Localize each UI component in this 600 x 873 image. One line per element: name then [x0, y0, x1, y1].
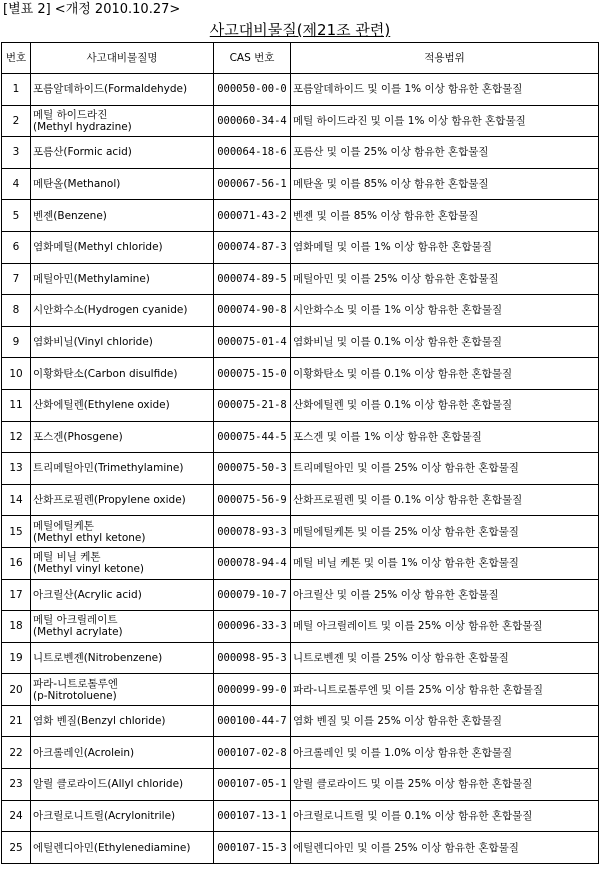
cas-number: 000098-95-3: [214, 642, 291, 674]
row-number: 12: [2, 421, 31, 453]
document-title: 사고대비물질(제21조 관련): [209, 21, 391, 39]
table-row: [2, 769, 599, 801]
substance-name-line: 시안화수소(Hydrogen cyanide): [33, 304, 188, 317]
scope-text: 메틸 비닐 케톤 및 이를 1% 이상 함유한 혼합물질: [291, 547, 599, 579]
row-number: 17: [2, 579, 31, 611]
cas-number: 000075-01-4: [214, 326, 291, 358]
table-row: [2, 389, 599, 421]
scope-text: 포름알데하이드 및 이를 1% 이상 함유한 혼합물질: [291, 74, 599, 106]
substance-name-line: 아크릴산(Acrylic acid): [33, 588, 142, 601]
cas-number: 000075-50-3: [214, 453, 291, 485]
substance-name-line: 메탄올(Methanol): [33, 178, 121, 191]
row-number: 7: [2, 263, 31, 295]
row-number: 15: [2, 516, 31, 548]
substance-name-cell: [31, 611, 214, 643]
cas-number: 000074-87-3: [214, 231, 291, 263]
table-row: [2, 547, 599, 579]
row-number: 22: [2, 737, 31, 769]
substance-name-cell: [31, 705, 214, 737]
cas-number: 000050-00-0: [214, 74, 291, 106]
substance-name-line: (Methyl acrylate): [33, 626, 123, 639]
scope-text: 이황화탄소 및 이를 0.1% 이상 함유한 혼합물질: [291, 358, 599, 390]
substance-name-line: 아크롤레인(Acrolein): [33, 746, 135, 759]
cas-number: 000075-21-8: [214, 389, 291, 421]
table-row: [2, 231, 599, 263]
row-number: 21: [2, 705, 31, 737]
substance-name-cell: [31, 74, 214, 106]
substance-name-line: 메틸 하이드라진: [33, 108, 108, 121]
substance-name-line: 염화비닐(Vinyl chloride): [33, 336, 153, 349]
cas-number: 000107-02-8: [214, 737, 291, 769]
substance-name-line: 에틸렌디아민(Ethylenediamine): [33, 841, 191, 854]
table-row: [2, 674, 599, 706]
row-number: 19: [2, 642, 31, 674]
table-row: [2, 358, 599, 390]
substance-name-line: (p-Nitrotoluene): [33, 689, 117, 702]
substance-name-cell: [31, 642, 214, 674]
cas-number: 000060-34-4: [214, 105, 291, 137]
substance-name-cell: [31, 737, 214, 769]
cas-number: 000075-44-5: [214, 421, 291, 453]
table-row: [2, 105, 599, 137]
substance-name-cell: [31, 769, 214, 801]
column-header-cas-number: CAS 번호: [214, 43, 291, 74]
substance-name-cell: [31, 263, 214, 295]
cas-number: 000107-05-1: [214, 769, 291, 801]
scope-text: 시안화수소 및 이를 1% 이상 함유한 혼합물질: [291, 295, 599, 327]
substance-name-line: 산화에틸렌(Ethylene oxide): [33, 399, 170, 412]
row-number: 14: [2, 484, 31, 516]
scope-text: 알릴 클로라이드 및 이를 25% 이상 함유한 혼합물질: [291, 769, 599, 801]
substance-name-cell: [31, 421, 214, 453]
row-number: 23: [2, 769, 31, 801]
row-number: 6: [2, 231, 31, 263]
table-row: [2, 642, 599, 674]
substance-name-cell: [31, 389, 214, 421]
cas-number: 000107-15-3: [214, 832, 291, 864]
table-row: [2, 737, 599, 769]
scope-text: 염화비닐 및 이를 0.1% 이상 함유한 혼합물질: [291, 326, 599, 358]
substance-name-cell: [31, 168, 214, 200]
substance-name-line: 파라-니트로톨루엔: [33, 677, 118, 690]
substance-name-cell: [31, 231, 214, 263]
substance-name-cell: [31, 800, 214, 832]
substance-name-line: 알릴 클로라이드(Allyl chloride): [33, 778, 184, 791]
substance-name-line: 염화메틸(Methyl chloride): [33, 241, 163, 254]
substance-name-line: 이황화탄소(Carbon disulfide): [33, 367, 178, 380]
row-number: 1: [2, 74, 31, 106]
substance-name-cell: [31, 137, 214, 169]
annex-label: [별표 2] <개정 2010.10.27>: [3, 2, 181, 17]
row-number: 25: [2, 832, 31, 864]
substance-name-cell: [31, 200, 214, 232]
cas-number: 000107-13-1: [214, 800, 291, 832]
table-row: [2, 832, 599, 864]
scope-text: 메틸에틸케톤 및 이를 25% 이상 함유한 혼합물질: [291, 516, 599, 548]
table-row: [2, 74, 599, 106]
substance-name-line: (Methyl ethyl ketone): [33, 531, 146, 544]
substance-name-line: 니트로벤젠(Nitrobenzene): [33, 651, 163, 664]
scope-text: 에틸렌디아민 및 이를 25% 이상 함유한 혼합물질: [291, 832, 599, 864]
row-number: 18: [2, 611, 31, 643]
substance-name-cell: [31, 326, 214, 358]
cas-number: 000079-10-7: [214, 579, 291, 611]
table-row: [2, 516, 599, 548]
cas-number: 000064-18-6: [214, 137, 291, 169]
scope-text: 아크롤레인 및 이를 1.0% 이상 함유한 혼합물질: [291, 737, 599, 769]
substance-name-line: 트리메틸아민(Trimethylamine): [33, 462, 184, 475]
table-row: [2, 200, 599, 232]
table-row: [2, 263, 599, 295]
cas-number: 000071-43-2: [214, 200, 291, 232]
scope-text: 파라-니트로톨루엔 및 이를 25% 이상 함유한 혼합물질: [291, 674, 599, 706]
table-row: [2, 611, 599, 643]
scope-text: 트리메틸아민 및 이를 25% 이상 함유한 혼합물질: [291, 453, 599, 485]
substance-name-line: 아크릴로니트릴(Acrylonitrile): [33, 809, 176, 822]
table-row: [2, 484, 599, 516]
substance-name-line: (Methyl vinyl ketone): [33, 563, 145, 576]
table-row: [2, 705, 599, 737]
table-row: [2, 800, 599, 832]
cas-number: 000078-93-3: [214, 516, 291, 548]
scope-text: 염화메틸 및 이를 1% 이상 함유한 혼합물질: [291, 231, 599, 263]
substance-name-line: 염화 벤질(Benzyl chloride): [33, 715, 166, 728]
substance-name-line: 산화프로필렌(Propylene oxide): [33, 494, 186, 507]
substance-name-cell: [31, 295, 214, 327]
scope-text: 니트로벤젠 및 이를 25% 이상 함유한 혼합물질: [291, 642, 599, 674]
scope-text: 산화프로필렌 및 이를 0.1% 이상 함유한 혼합물질: [291, 484, 599, 516]
substance-name-cell: [31, 358, 214, 390]
substance-table: [1, 42, 599, 864]
cas-number: 000074-89-5: [214, 263, 291, 295]
row-number: 8: [2, 295, 31, 327]
cas-number: 000100-44-7: [214, 705, 291, 737]
row-number: 13: [2, 453, 31, 485]
substance-name-line: 포스겐(Phosgene): [33, 430, 123, 443]
scope-text: 포스겐 및 이를 1% 이상 함유한 혼합물질: [291, 421, 599, 453]
scope-text: 포름산 및 이를 25% 이상 함유한 혼합물질: [291, 137, 599, 169]
scope-text: 염화 벤질 및 이를 25% 이상 함유한 혼합물질: [291, 705, 599, 737]
column-header-scope: 적용범위: [291, 43, 599, 74]
table-row: [2, 421, 599, 453]
table-body: [2, 74, 599, 864]
row-number: 16: [2, 547, 31, 579]
cas-number: 000067-56-1: [214, 168, 291, 200]
substance-name-cell: [31, 547, 214, 579]
column-header-number: 번호: [2, 43, 31, 74]
row-number: 2: [2, 105, 31, 137]
cas-number: 000099-99-0: [214, 674, 291, 706]
row-number: 20: [2, 674, 31, 706]
scope-text: 아크릴로니트릴 및 이를 0.1% 이상 함유한 혼합물질: [291, 800, 599, 832]
substance-name-line: 벤젠(Benzene): [33, 209, 107, 222]
substance-name-line: 포름산(Formic acid): [33, 146, 132, 159]
row-number: 9: [2, 326, 31, 358]
cas-number: 000096-33-3: [214, 611, 291, 643]
table-row: [2, 295, 599, 327]
scope-text: 아크릴산 및 이를 25% 이상 함유한 혼합물질: [291, 579, 599, 611]
substance-name-cell: [31, 453, 214, 485]
row-number: 10: [2, 358, 31, 390]
row-number: 3: [2, 137, 31, 169]
substance-name-line: 메틸아민(Methylamine): [33, 272, 150, 285]
substance-name-line: 메틸 비닐 케톤: [33, 551, 101, 564]
row-number: 5: [2, 200, 31, 232]
substance-name-line: 포름알데하이드(Formaldehyde): [33, 83, 188, 96]
substance-name-cell: [31, 484, 214, 516]
substance-name-cell: [31, 579, 214, 611]
column-header-substance-name: 사고대비물질명: [31, 43, 214, 74]
table-row: [2, 579, 599, 611]
scope-text: 산화에틸렌 및 이를 0.1% 이상 함유한 혼합물질: [291, 389, 599, 421]
cas-number: 000074-90-8: [214, 295, 291, 327]
substance-name-cell: [31, 674, 214, 706]
substance-name-line: 메틸 아크릴레이트: [33, 614, 118, 627]
cas-number: 000078-94-4: [214, 547, 291, 579]
substance-name-cell: [31, 105, 214, 137]
substance-name-cell: [31, 832, 214, 864]
scope-text: 메틸 하이드라진 및 이를 1% 이상 함유한 혼합물질: [291, 105, 599, 137]
substance-name-line: 메틸에틸케톤: [33, 519, 94, 532]
table-row: [2, 168, 599, 200]
cas-number: 000075-15-0: [214, 358, 291, 390]
scope-text: 메탄올 및 이를 85% 이상 함유한 혼합물질: [291, 168, 599, 200]
cas-number: 000075-56-9: [214, 484, 291, 516]
substance-name-line: (Methyl hydrazine): [33, 120, 132, 133]
row-number: 24: [2, 800, 31, 832]
table-row: [2, 453, 599, 485]
row-number: 11: [2, 389, 31, 421]
scope-text: 벤젠 및 이를 85% 이상 함유한 혼합물질: [291, 200, 599, 232]
table-row: [2, 137, 599, 169]
table-row: [2, 326, 599, 358]
row-number: 4: [2, 168, 31, 200]
scope-text: 메틸 아크릴레이트 및 이를 25% 이상 함유한 혼합물질: [291, 611, 599, 643]
scope-text: 메틸아민 및 이를 25% 이상 함유한 혼합물질: [291, 263, 599, 295]
table-header-row: [2, 43, 599, 74]
substance-name-cell: [31, 516, 214, 548]
